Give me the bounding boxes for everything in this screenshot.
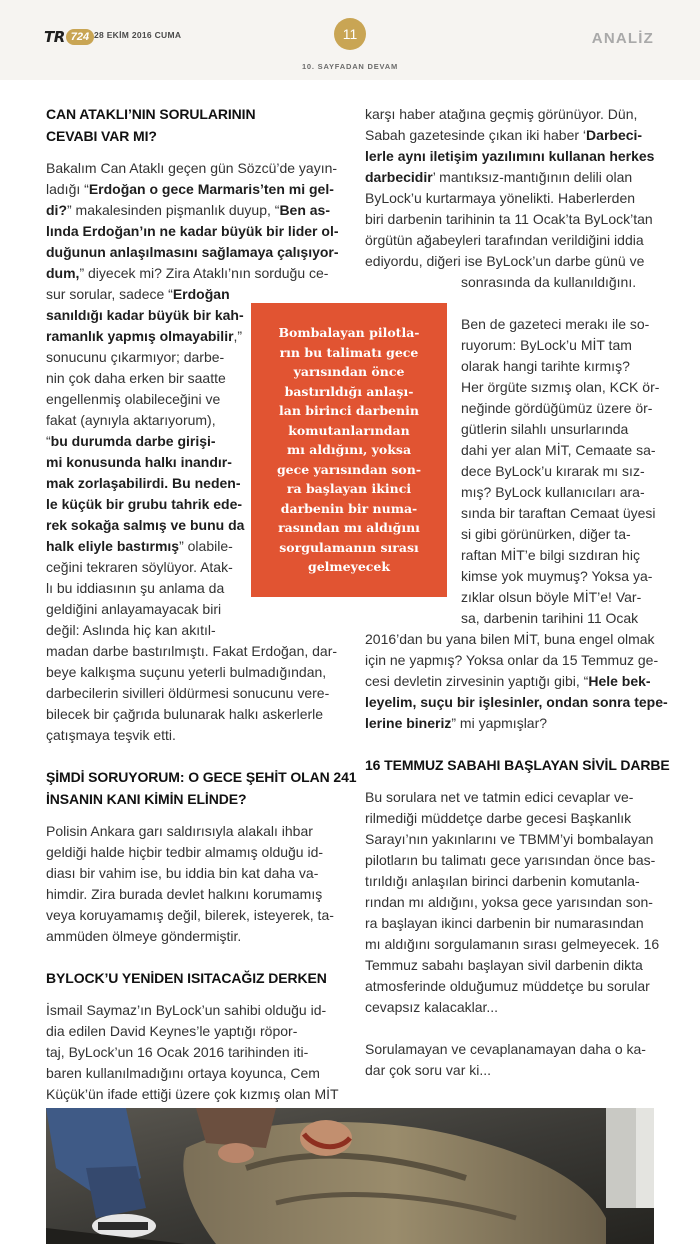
news-photo bbox=[46, 1108, 654, 1244]
paragraph-line: darbecidir’ mantıksız-mantığının delili olan bbox=[365, 169, 633, 185]
paragraph-line: ediyordu, diğeri ise ByLock’un darbe günü ve bbox=[365, 253, 645, 269]
paragraph-line: geldiği halde hiçbir tedbir almamış olduğu id- bbox=[46, 844, 324, 860]
bold-text: lerine bineriz bbox=[365, 715, 452, 731]
bold-text: Erdoğan o gece Marmaris’ten mi gel- bbox=[88, 181, 334, 197]
paragraph-line: Küçük’ün ifade ettiği üzere çok kızmış olan MİT bbox=[46, 1086, 339, 1102]
paragraph-line: veya koruyamamış değil, bilerek, isteyerek, ta- bbox=[46, 907, 334, 923]
bold-text: sanıldığı kadar büyük bir kah- bbox=[46, 307, 244, 323]
paragraph-line bbox=[365, 146, 655, 167]
paragraph-line: İsmail Saymaz’ın ByLock’un sahibi olduğu id- bbox=[46, 1002, 327, 1018]
paragraph-line: için ne yapmış? Yoksa onlar da 15 Temmuz ge- bbox=[365, 652, 659, 668]
paragraph-line: himdir. Zira burada devlet halkını korumamış bbox=[46, 886, 323, 902]
issue-date: 28 EKİM 2016 CUMA bbox=[94, 30, 182, 40]
paragraph-line: nin çok daha erken bir saatte bbox=[46, 370, 226, 386]
pull-quote bbox=[251, 303, 447, 597]
paragraph-line: çatışmaya teşvik etti. bbox=[46, 727, 176, 743]
section-title: ANALİZ bbox=[591, 30, 654, 47]
pull-quote-line: gelmeyecek bbox=[307, 559, 391, 575]
paragraph-line: Bu sorulara net ve tatmin edici cevaplar ve- bbox=[365, 789, 634, 805]
subheading: CAN ATAKLI’NIN SORULARININ bbox=[46, 106, 256, 122]
paragraph-line: gütlerin silahlı unsurlarında bbox=[461, 421, 629, 437]
paragraph-line: Polisin Ankara garı saldırısıyla alakalı ihbar bbox=[46, 823, 313, 839]
paragraph-line: ruyorum: ByLock’u MİT tam bbox=[461, 337, 632, 353]
paragraph-line: ceğini tekraren söylüyor. Atak- bbox=[46, 559, 233, 575]
paragraph-line bbox=[365, 692, 668, 713]
page-number: 11 bbox=[334, 18, 366, 50]
pull-quote-line: rasından mı aldığını bbox=[278, 520, 420, 536]
paragraph-line: di?” makalesinden pişmanlık duyup, “Ben as- bbox=[46, 202, 331, 218]
bold-text: Hele bek- bbox=[588, 673, 651, 689]
bold-text: dum, bbox=[46, 265, 80, 281]
paragraph-line: değil: Aslında hiç kan akıtıl- bbox=[46, 622, 216, 638]
bold-text: halk eliyle bastırmış bbox=[46, 538, 180, 554]
paragraph-line: örgütün ağabeyleri tarafından verildiğini iddia bbox=[365, 232, 644, 248]
paragraph-line: madan darbe bastırılmıştı. Fakat Erdoğan, dar- bbox=[46, 643, 338, 659]
bold-text: Darbeci- bbox=[586, 127, 643, 143]
paragraph-line: kimse yok muymuş? Yoksa ya- bbox=[461, 568, 653, 584]
bold-text: lerle aynı iletişim yazılımını kullanan herkes bbox=[365, 148, 655, 164]
paragraph-line: lerine bineriz” mi yapmışlar? bbox=[365, 715, 548, 731]
paragraph-line: halk eliyle bastırmış” olabile- bbox=[46, 538, 233, 554]
paragraph-line: karşı haber atağına geçmiş görünüyor. Dün, bbox=[365, 106, 638, 122]
paragraph-line bbox=[46, 221, 339, 242]
paragraph-line: olarak hangi tarihte kırmış? bbox=[461, 358, 630, 374]
logo-badge: 724 bbox=[66, 29, 94, 45]
bold-text: duğunun anlaşılmasını sağlamaya çalışıyor- bbox=[46, 244, 339, 260]
paragraph-line: zıklar olsun böyle MİT’e! Var- bbox=[461, 589, 642, 605]
bold-text: mi konusunda halkı inandır- bbox=[46, 454, 232, 470]
paragraph-line: bilecek bir çağrıda bulunarak halkı askerlerle bbox=[46, 706, 324, 722]
paragraph-line: dar çok soru var ki... bbox=[365, 1062, 492, 1078]
bold-text: mak zorlaşabilirdi. Bu neden- bbox=[46, 475, 241, 491]
paragraph-line bbox=[46, 242, 339, 263]
logo bbox=[44, 26, 94, 48]
paragraph-line: tırıldığı anlaşılan birinci darbenin komutanla- bbox=[365, 873, 640, 889]
paragraph-line: Sorulamayan ve cevaplanamayan daha o ka- bbox=[365, 1041, 646, 1057]
paragraph-line: raftan MİT’e bilgi sızdıran hiç bbox=[461, 547, 640, 563]
paragraph-line: dece ByLock’u kırarak mı sız- bbox=[461, 463, 645, 479]
paragraph-line: engellenmiş olabileceğini ve bbox=[46, 391, 221, 407]
pull-quote-line: bastırıldığı anlaşı- bbox=[284, 383, 414, 399]
bold-text: Erdoğan bbox=[172, 286, 230, 302]
pull-quote-line: yarısından önce bbox=[293, 364, 405, 380]
paragraph-line: ByLock’u kurtarmaya yönelikti. Haberlerden bbox=[365, 190, 636, 206]
bold-text: bu durumda darbe girişi- bbox=[50, 433, 216, 449]
paragraph-line: si gibi görünürken, diğer ta- bbox=[461, 526, 631, 542]
paragraph-line: sur sorular, sadece “Erdoğan bbox=[46, 286, 230, 302]
paragraph-line: sa, darbenin tarihini 11 Ocak bbox=[461, 610, 639, 626]
paragraph-line: rından mı aldığını, yoksa gece yarısından son- bbox=[365, 894, 653, 910]
page-header bbox=[0, 0, 700, 80]
pull-quote-line: lan birinci darbenin bbox=[279, 403, 419, 419]
bold-text: rek sokağa salmış ve bunu da bbox=[46, 517, 245, 533]
paragraph-line: ra başlayan ikinci darbenin bir numarasından bbox=[365, 915, 644, 931]
bold-text: darbecidir bbox=[365, 169, 433, 185]
paragraph-line: Sabah gazetesinde çıkan iki haber ‘Darbeci- bbox=[365, 127, 643, 143]
paragraph-line: diası bir vahim ise, bu iddia bin kat daha va- bbox=[46, 865, 319, 881]
bold-text: di? bbox=[46, 202, 67, 218]
paragraph-line: dia edilen David Keynes’le yaptığı röpor- bbox=[46, 1023, 298, 1039]
paragraph-line: Temmuz sabahı başlayan sivil darbenin dikta bbox=[365, 957, 643, 973]
paragraph-line: Her örgüte sızmış olan, KCK ör- bbox=[461, 379, 660, 395]
paragraph-line: “bu durumda darbe girişi- bbox=[46, 433, 216, 449]
bold-text: lında Erdoğan’ın ne kadar büyük bir lider ol- bbox=[46, 223, 339, 239]
paragraph-line: biri darbenin tarihinin ta 11 Ocak’ta ByLock’tan bbox=[365, 211, 653, 227]
subheading: CEVABI VAR MI? bbox=[46, 128, 157, 144]
pull-quote-line: gece yarısından son- bbox=[276, 461, 422, 477]
continued-from: 10. SAYFADAN DEVAM bbox=[301, 62, 399, 71]
paragraph-line: mış? ByLock kullanıcıları ara- bbox=[461, 484, 645, 500]
paragraph-line: mı aldığını sorgulamanın sırası gelmeyecek. 16 bbox=[365, 936, 660, 952]
paragraph-line: baren kullanılmadığını ortaya koyunca, Cem bbox=[46, 1065, 320, 1081]
paragraph-line: beye kalkışma suçunu yeterli bulmadığından, bbox=[46, 664, 327, 680]
paragraph-line: Ben de gazeteci merakı ile so- bbox=[461, 316, 650, 332]
paragraph-line: lı bu iddiasının şu anlama da bbox=[46, 580, 225, 596]
paragraph-line: darbecilerin sivilleri öldürmesi sonucunu vere- bbox=[46, 685, 330, 701]
paragraph-line: cesi devletin zirvesinin yaptığı gibi, “Hele bek- bbox=[365, 673, 651, 689]
paragraph-line: geldiğini anlayamayacak biri bbox=[46, 601, 222, 617]
paragraph-line: ramanlık yapmış olmayabilir,” bbox=[46, 328, 243, 344]
subheading: 16 TEMMUZ SABAHI BAŞLAYAN SİVİL DARBE bbox=[365, 757, 670, 773]
subheading: İNSANIN KANI KİMİN ELİNDE? bbox=[46, 791, 247, 807]
logo-text: TR bbox=[44, 28, 65, 46]
paragraph-line: dum,” diyecek mi? Zira Ataklı’nın sorduğu ce- bbox=[46, 265, 329, 281]
paragraph-line: Bakalım Can Ataklı geçen gün Sözcü’de yayın- bbox=[46, 160, 338, 176]
paragraph-line: rilmediği müddetçe darbe gecesi Başkanlık bbox=[365, 810, 632, 826]
paragraph-line: 2016’dan bu yana bilen MİT, buna engel olmak bbox=[365, 631, 655, 647]
subheading: ŞİMDİ SORUYORUM: O GECE ŞEHİT OLAN 241 bbox=[46, 769, 357, 785]
paragraph-line: neğinde gördüğümüz üzere ör- bbox=[461, 400, 653, 416]
photo-illustration bbox=[46, 1108, 654, 1244]
paragraph-line: sında bir taraftan Cemaat üyesi bbox=[461, 505, 656, 521]
paragraph-line: taj, ByLock’un 16 Ocak 2016 tarihinden iti- bbox=[46, 1044, 309, 1060]
bold-text: le küçük bir grubu tahrik ede- bbox=[46, 496, 243, 512]
pull-quote-line: komutanlarından bbox=[288, 422, 410, 438]
paragraph-line: fakat (aynıyla aktarıyorum), bbox=[46, 412, 216, 428]
pull-quote-line: rın bu talimatı gece bbox=[279, 344, 419, 360]
pull-quote-line: ra başlayan ikinci bbox=[286, 481, 412, 497]
bold-text: ramanlık yapmış olmayabilir bbox=[46, 328, 234, 344]
pull-quote-line: sorgulamanın sırası bbox=[279, 539, 419, 555]
paragraph-line: ladığı “Erdoğan o gece Marmaris’ten mi gel- bbox=[46, 181, 334, 197]
paragraph-line: dahi yer alan MİT, Cemaate sa- bbox=[461, 442, 656, 458]
pull-quote-line: darbenin bir numa- bbox=[280, 500, 418, 516]
pull-quote-line: Bombalayan pilotla- bbox=[278, 325, 420, 341]
pull-quote-line: mı aldığını, yoksa bbox=[286, 442, 412, 458]
paragraph-line: sonrasında da kullanıldığını. bbox=[461, 274, 637, 290]
paragraph-line: Sarayı’nın yakınlarını ve TBMM’yi bombalayan bbox=[365, 831, 654, 847]
bold-text: leyelim, suçu bir işlesinler, ondan sonra tepe- bbox=[365, 694, 668, 710]
paragraph-line: pilotların bu talimatı gece yarısından önce bas- bbox=[365, 852, 656, 868]
paragraph-line: cevapsız kalacaklar... bbox=[365, 999, 499, 1015]
paragraph-line: ammüden ölmeye göndermiştir. bbox=[46, 928, 242, 944]
paragraph-line: atmosferinde olduğumuz müddetçe bu sorular bbox=[365, 978, 650, 994]
subheading: BYLOCK’U YENİDEN ISITACAĞIZ DERKEN bbox=[46, 970, 327, 986]
paragraph-line: sonucunu çıkarmıyor; darbe- bbox=[46, 349, 225, 365]
bold-text: Ben as- bbox=[279, 202, 331, 218]
